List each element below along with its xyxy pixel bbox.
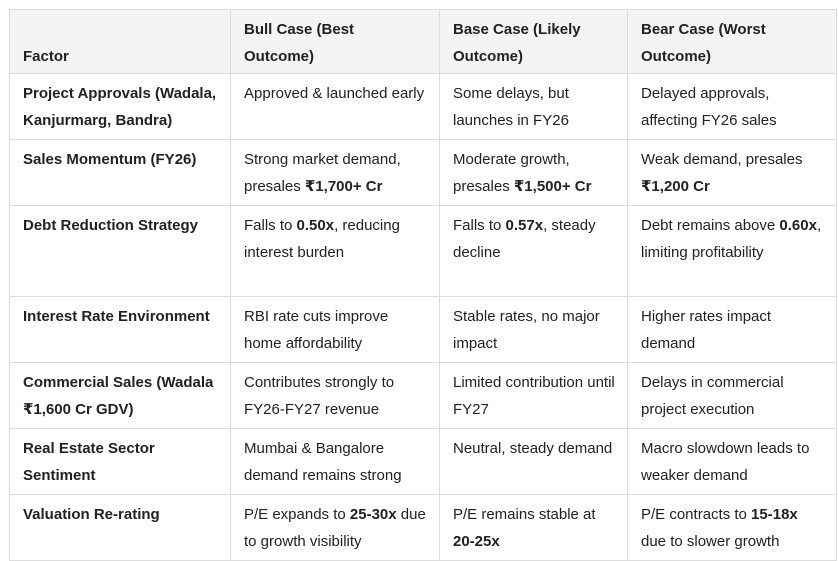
bull-case-cell: [231, 297, 440, 363]
cell-text: Weak demand, presales: [641, 151, 803, 168]
cell-text: P/E remains stable at: [453, 506, 596, 523]
bull-case-cell: [231, 74, 440, 140]
cell-text: Mumbai & Bangalore demand remains strong: [244, 440, 402, 484]
bull-case-cell: [231, 429, 440, 495]
highlight-value: 20-25x: [453, 533, 500, 550]
cell-text: Some delays, but launches in FY26: [453, 85, 569, 129]
bear-case-cell: [628, 363, 837, 429]
cell-text: Delays in commercial project execution: [641, 374, 784, 418]
cell-text: Debt remains above: [641, 217, 780, 234]
cell-text: due to slower growth: [641, 533, 780, 550]
cell-text: P/E contracts to: [641, 506, 752, 523]
bear-case-cell: [628, 74, 837, 140]
highlight-value: 0.57x: [505, 217, 544, 234]
cell-text: Approved & launched early: [244, 85, 425, 102]
base-case-cell: [440, 297, 628, 363]
header-base-case: Base Case (Likely Outcome): [440, 10, 628, 74]
cell-text: P/E expands to: [244, 506, 350, 523]
highlight-value: 15-18x: [751, 506, 798, 523]
factor-cell: Valuation Re-rating: [10, 495, 231, 561]
header-row: [10, 10, 837, 74]
highlight-value: 0.50x: [296, 217, 335, 234]
bear-case-cell: [628, 495, 837, 561]
factor-cell: Sales Momentum (FY26): [10, 140, 231, 206]
bull-case-cell: [231, 363, 440, 429]
base-case-cell: [440, 429, 628, 495]
header-bear-case: Bear Case (Worst Outcome): [628, 10, 837, 74]
header-factor: Factor: [10, 10, 231, 74]
bull-case-cell: [231, 495, 440, 561]
table-row: [10, 206, 837, 297]
cell-text: , steady decline: [453, 217, 596, 261]
header-bull-case: Bull Case (Best Outcome): [231, 10, 440, 74]
table-row: [10, 74, 837, 140]
bear-case-cell: [628, 206, 837, 297]
cell-text: Moderate growth, presales: [453, 151, 570, 195]
bear-case-cell: [628, 140, 837, 206]
base-case-cell: [440, 74, 628, 140]
table-row: [10, 363, 837, 429]
factor-cell: Interest Rate Environment: [10, 297, 231, 363]
cell-text: Falls to: [453, 217, 506, 234]
highlight-value: 0.60x: [779, 217, 817, 234]
factor-cell: Commercial Sales (Wadala ₹1,600 Cr GDV): [10, 363, 231, 429]
base-case-cell: [440, 140, 628, 206]
scenario-table: [9, 9, 837, 561]
cell-text: Macro slowdown leads to weaker demand: [641, 440, 810, 484]
bull-case-cell: [231, 140, 440, 206]
factor-cell: Debt Reduction Strategy: [10, 206, 231, 297]
factor-cell: Project Approvals (Wadala, Kanjurmarg, Bandra): [10, 74, 231, 140]
factor-cell: Real Estate Sector Sentiment: [10, 429, 231, 495]
highlight-value: 25-30x: [349, 506, 397, 523]
cell-text: Limited contribution until FY27: [453, 374, 615, 418]
cell-text: , limiting profitability: [641, 217, 822, 261]
table-row: [10, 495, 837, 561]
bull-case-cell: [231, 206, 440, 297]
base-case-cell: [440, 363, 628, 429]
cell-text: Stable rates, no major impact: [453, 308, 600, 352]
cell-text: Strong market demand, presales: [244, 151, 401, 195]
cell-text: Neutral, steady demand: [453, 440, 613, 457]
base-case-cell: [440, 206, 628, 297]
cell-text: Falls to: [244, 217, 297, 234]
table-row: [10, 297, 837, 363]
bear-case-cell: [628, 297, 837, 363]
table-row: [10, 140, 837, 206]
cell-text: due to growth visibility: [244, 506, 426, 550]
highlight-value: ₹1,200 Cr: [641, 178, 710, 195]
cell-text: RBI rate cuts improve home affordability: [244, 308, 389, 352]
highlight-value: ₹1,500+ Cr: [513, 178, 592, 195]
highlight-value: ₹1,700+ Cr: [304, 178, 383, 195]
bear-case-cell: [628, 429, 837, 495]
cell-text: Higher rates impact demand: [641, 308, 772, 352]
scenario-table-container: [9, 9, 836, 561]
cell-text: , reducing interest burden: [244, 217, 400, 261]
cell-text: Contributes strongly to FY26-FY27 revenue: [244, 374, 395, 418]
table-row: [10, 429, 837, 495]
cell-text: Delayed approvals, affecting FY26 sales: [641, 85, 777, 129]
base-case-cell: [440, 495, 628, 561]
